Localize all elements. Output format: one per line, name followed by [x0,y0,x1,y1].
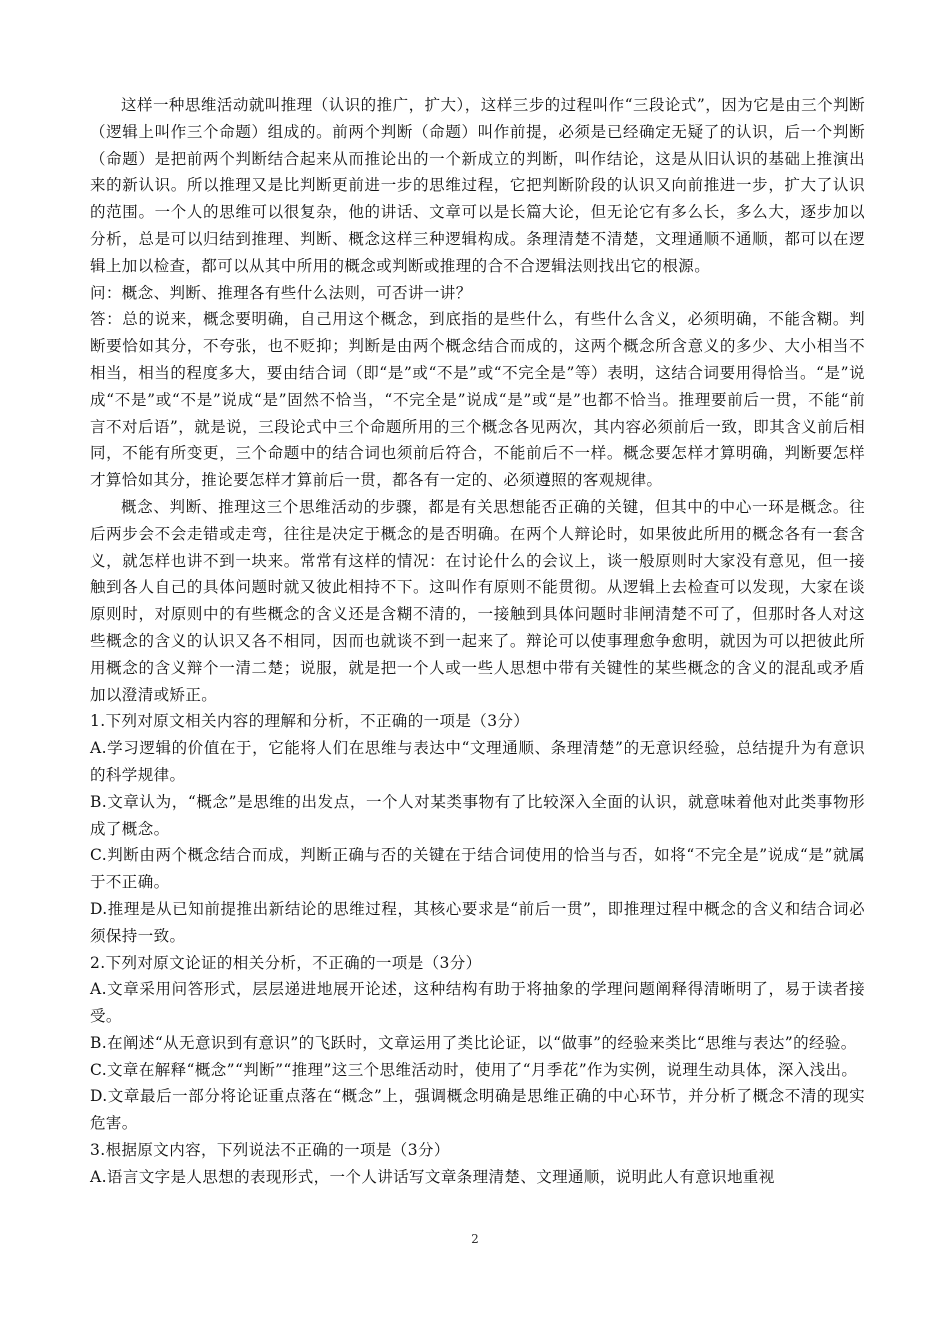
page-body [90,92,865,1191]
option-d: D.推理是从已知前提推出新结论的思维过程，其核心要求是“前后一贯”，即推理过程中概念的含义和结合词必须保持一致。 [90,899,865,945]
question-2 [90,950,865,1138]
passage-question-line: 问：概念、判断、推理各有些什么法则，可否讲一讲？ [90,283,472,302]
page-number: 2 [471,1232,479,1246]
question-stem: 1.下列对原文相关内容的理解和分析，不正确的一项是（3分） [90,712,530,731]
option-b: B.在阐述“从无意识到有意识”的飞跃时，文章运用了类比论证，以“做事”的经验来类比“思维与表达”的经验。 [90,1033,857,1052]
question-1 [90,708,865,949]
option-a: A.学习逻辑的价值在于，它能将人们在思维与表达中“文理通顺、条理清楚”的无意识经验，总结提升为有意识的科学规律。 [90,739,865,784]
question-3 [90,1137,865,1191]
option-d: D.文章最后一部分将论证重点落在“概念”上，强调概念明确是思维正确的中心环节，并分析了概念不清的现实危害。 [90,1087,865,1133]
passage-paragraph-2: 概念、判断、推理这三个思维活动的步骤，都是有关思想能否正确的关键，但其中的中心一环是概念。往后两步会不会走错或走弯，往往是决定于概念的是否明确。在两个人辩论时，如果彼此所用的概念各有一套含义，就怎样也讲不到一块来。常常有这样的情况：在讨论什么的会议上，谈一般原则时大家没有意见，但一接触到各人自己的具体问题时就又彼此相持不下。这叫作有原则不能贯彻。从逻辑上去检查可以发现，大家在谈原则时，对原则中的有些概念的含义还是含糊不清的，一接触到具体问题时非闸清楚不可了，但那时各人对这些概念的含义的认识又各不相同，因而也就谈不到一起来了。辩论可以使事理愈争愈明，就因为可以把彼此所用概念的含义辩个一清二楚；说服，就是把一个人或一些人思想中带有关键性的某些概念的含义的混乱或矛盾加以澄清或矫正。 [90,497,865,704]
option-a: A.语言文字是人思想的表现形式，一个人讲话写文章条理清楚、文理通顺，说明此人有意识地重视 [90,1167,775,1186]
passage-answer: 答：总的说来，概念要明确，自己用这个概念，到底指的是些什么，有些什么含义，必须明确，不能含糊。判断要恰如其分，不夸张，也不贬抑；判断是由两个概念结合而成的，这两个概念所含意义的多少、大小相当不相当，相当的程度多大，要由结合词（即“是”或“不是”或“不完全是”等）表明，这结合词要用得恰当。“是”说成“不是”或“不是”说成“是”固然不恰当，“不完全是”说成“是”或“是”也都不恰当。推理要前后一贯，不能“前言不对后语”，就是说，三段论式中三个命题所用的三个概念各见两次，其内容必须前后一致，即其含义前后相同，不能有所变更，三个命题中的结合词也须前后符合，不能前后不一样。概念要怎样才算明确，判断要怎样才算恰如其分，推论要怎样才算前后一贯，都各有一定的、必须遵照的客观规律。 [90,310,865,490]
option-c: C.文章在解释“概念”“判断”“推理”这三个思维活动时，使用了“月季花”作为实例，说理生动具体，深入浅出。 [90,1060,858,1079]
option-a: A.文章采用问答形式，层层递进地展开论述，这种结构有助于将抽象的学理问题阐释得清晰明了，易于读者接受。 [90,980,865,1026]
question-stem: 3.根据原文内容，下列说法不正确的一项是（3分） [90,1141,450,1160]
passage-paragraph-1: 这样一种思维活动就叫推理（认识的推广，扩大），这样三步的过程叫作“三段论式”，因为它是由三个判断（逻辑上叫作三个命题）组成的。前两个判断（命题）叫作前提，必须是已经确定无疑了的认识，后一个判断（命题）是把前两个判断结合起来从而推论出的一个新成立的判断，叫作结论，这是从旧认识的基础上推演出来的新认识。所以推理又是比判断更前进一步的思维过程，它把判断阶段的认识又向前推进一步，扩大了认识的范围。一个人的思维可以很复杂，他的讲话、文章可以是长篇大论，但无论它有多么长，多么大，逐步加以分析，总是可以归结到推理、判断、概念这样三种逻辑构成。条理清楚不清楚，文理通顺不通顺，都可以在逻辑上加以检查，都可以从其中所用的概念或判断或推理的合不合逻辑法则找出它的根源。 [90,96,865,275]
option-c: C.判断由两个概念结合而成，判断正确与否的关键在于结合词使用的恰当与否，如将“不完全是”说成“是”就属于不正确。 [90,846,865,892]
question-stem: 2.下列对原文论证的相关分析，不正确的一项是（3分） [90,953,482,972]
option-b: B.文章认为，“概念”是思维的出发点，一个人对某类事物有了比较深入全面的认识，就意味着他对此类事物形成了概念。 [90,792,865,838]
